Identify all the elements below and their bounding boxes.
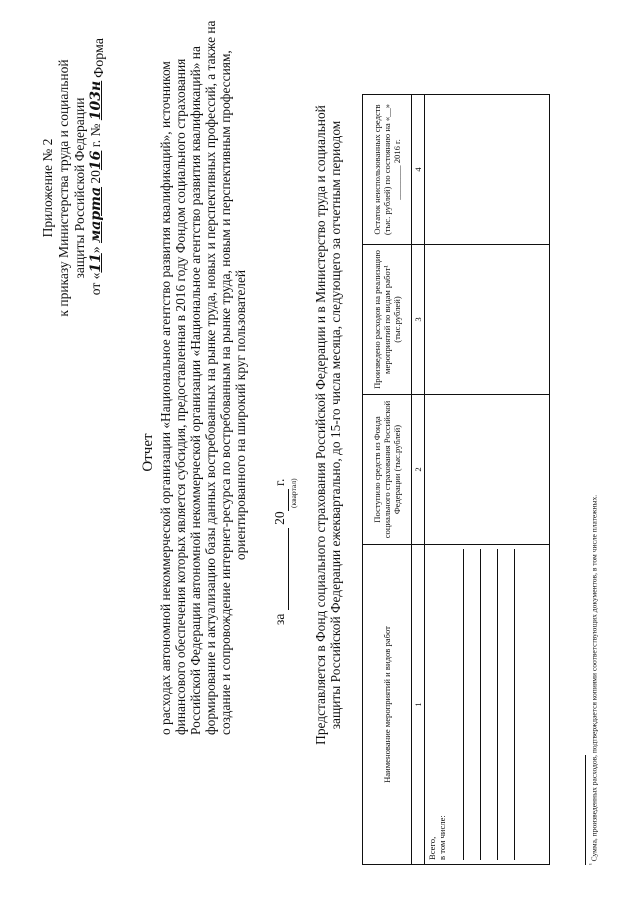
submission-line: Представляется в Фонд социального страхования Российской Федерации и в Министерство труда и социальной [313, 105, 328, 745]
header-remaining-funds: Остаток неиспользованных средств (тыс. рублей) по состоянию на «__» ________ 2016 г. [363, 95, 412, 245]
footnote-text: Сумма, произведенных расходов, подтверждается копиями соответствующих документов, в том числе платежных. [589, 494, 599, 864]
order-number-prefix: г. № [88, 120, 103, 151]
footnote [589, 495, 599, 865]
column-number: 1 [412, 545, 425, 865]
report-period [272, 479, 289, 625]
total-label: Всего, [427, 836, 437, 860]
quarter-caption: (квартал) [289, 478, 298, 508]
column-number: 3 [412, 245, 425, 395]
report-title: Отчет [140, 433, 156, 472]
submission-line: защиты Российской Федерации ежеквартально, до 15-го числа месяца, следующего за отчетным периодом [328, 120, 343, 730]
quarter-blank [272, 528, 289, 610]
report-table [362, 94, 550, 865]
date-year: 16 [88, 150, 104, 171]
header-expenses: Произведено расходов на реализацию мероприятий по видам работ¹ (тыс.рублей) [363, 245, 412, 395]
period-suffix: г. [272, 478, 287, 487]
entry-line[interactable] [500, 549, 515, 860]
including-label: в том числе: [437, 815, 447, 860]
remaining-cell[interactable] [425, 95, 550, 245]
order-number: 103н [88, 80, 104, 121]
date-separator: » [88, 243, 103, 254]
year-blank [272, 489, 289, 511]
header-received-funds: Поступило средств из Фонда социального страхования Российской Федерации (тыс.рублей) [363, 395, 412, 545]
appendix-ministry-line: защиты Российской Федерации [72, 97, 87, 279]
description-line: формирование и актуализацию базы данных востребованных на рынке труда, новых и перспективных профессий, а также на [203, 20, 218, 735]
description-line: создание и сопровождение интернет-ресурса по востребованным на рынке труда, новым и перспективным профессиям, [218, 50, 233, 735]
order-date-line [88, 38, 104, 338]
description-line: Российской Федерации автономной некоммерческой организации «Национальное агентство развития квалификаций» на [188, 46, 203, 735]
entry-line[interactable] [449, 549, 464, 860]
table-row [425, 95, 550, 865]
total-cell[interactable] [425, 545, 550, 865]
date-month: марта [88, 186, 104, 244]
table-header-row [363, 95, 412, 865]
date-prefix: от « [88, 272, 103, 296]
table-number-row [412, 95, 425, 865]
date-day: 11 [88, 253, 104, 273]
expenses-cell[interactable] [425, 245, 550, 395]
appendix-number: Приложение № 2 [40, 138, 55, 238]
form-label: Форма [92, 38, 107, 78]
footnote-divider [585, 755, 586, 865]
entry-line[interactable] [466, 549, 481, 860]
description-line: о расходах автономной некоммерческой организации «Национальное агентство развития квалификаций», источником [158, 61, 173, 735]
period-prefix: за [272, 613, 287, 625]
column-number: 4 [412, 95, 425, 245]
report-description [158, 20, 248, 735]
received-cell[interactable] [425, 395, 550, 545]
column-number: 2 [412, 395, 425, 545]
entry-line[interactable] [483, 549, 498, 860]
description-line: финансового обеспечения которых является субсидия, предоставленная в 2016 году Фондом социального страхования [173, 58, 188, 735]
date-year-prefix: 20 [88, 170, 103, 187]
period-year-prefix: 20 [272, 511, 287, 525]
appendix-order-line: к приказу Министерства труда и социальной [56, 59, 71, 317]
submission-instructions [313, 45, 343, 805]
header-activities: Наименование мероприятий и видов работ [363, 545, 412, 865]
description-line: ориентированного на широкий круг пользователей [233, 269, 248, 561]
appendix-header [40, 38, 104, 338]
footnote-mark: ¹ [589, 863, 595, 865]
